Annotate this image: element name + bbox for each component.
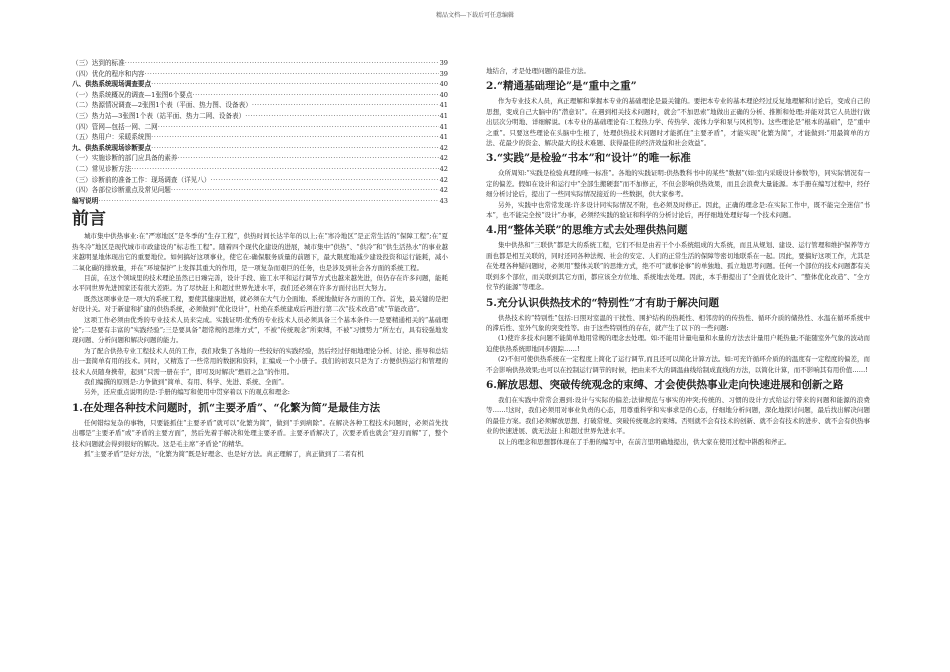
page-header: 精品文档---下载后可任意编辑: [435, 12, 515, 19]
toc-entry[interactable]: [72, 143, 448, 154]
preface-title: 前言: [72, 209, 106, 230]
toc-entry[interactable]: [72, 58, 448, 69]
toc-entry-text: （四）各部位诊断重点及常见问题: [72, 186, 171, 195]
toc-entry-page: 40: [439, 80, 448, 89]
section-heading-3: 3.“实践”是检验“书本”和“设计”的唯一标准: [486, 152, 691, 165]
toc-entry[interactable]: [72, 164, 448, 175]
section-1-paragraph-2: 抓“主要矛盾”是好方法，“化繁为简”既是好理念、也是好方法。真正理解了，真正做到了二者有机: [84, 450, 364, 459]
section-heading-4: 4.用“整体关联”的思维方式去处理供热问题: [486, 224, 688, 237]
toc-entry[interactable]: [72, 153, 448, 164]
toc-entry-text: （一）实施诊断的部门应具备的素养: [72, 154, 178, 163]
section-6-paragraph-1: 我们在实践中常常会遇到:设计与实际的偏差;法律规范与事实的冲突;传统的、习惯的设计方式给运行带来的问题和能源的浪费等……!这时，我们必须用对事业负责的心态，用尊重科学和实事求是的心态，仔细地分析问题，深化地探讨问题，最后找出解决问题的最佳方案。我们必须解放思想、打破常规、突破传统观念的束缚。否则就不会有技术的创新、就不会有技术的进步、就不会有供热事业的快速进展、就无法赶上和超过世界先进水平。: [486, 395, 870, 436]
section-5-paragraph-1: 供热技术的“特别性”包括:日照对室温的干扰性、围护结构的热耗性、相邻房的的传热性、循环介质的储热性、水温在循环系统中的滞后性、室外气象的突变性等。由于这些特别性的存在，就产生了以下的一些问题:: [486, 313, 870, 332]
section-heading-2: 2.“精通基础理论”是“重中之重”: [486, 80, 637, 93]
toc-entry-page: 42: [439, 175, 448, 184]
toc-leader-dots: [125, 58, 439, 69]
section-5-item-2: (2)不但可使供热系统在一定程度上简化了运行调节,而且还可以简化计算方法。如:可充许循环介质的的温度有一定程度的偏差，而不会影响供热效果;也可以在控制运行调节的时候，把由来不大的调温曲线给制成直线的方法，以简化计算，而不影响其有用价值……!: [486, 355, 870, 374]
section-3-paragraph-1: 众所周知:“实践是检验真理的唯一标准”。各地的实践证明:供热教科书中的某些“数据”(如:室内采暖设计参数等)，同实际情况有一定的偏差。假如在设计和运行中“全部生搬硬套”而不加修正，不但会影响供热效果，而且会浪费大量能源。本手册在编写过程中，经仔细分析讨论后，提出了一些同实际情况接近的一些数据，供大家参考。: [486, 169, 870, 199]
toc-entry-text: （二）热源情况调查—2张图1个表（平面、热力图、设备表）: [72, 101, 252, 110]
left-column: [72, 58, 448, 459]
toc-leader-dots: [151, 79, 438, 90]
toc-leader-dots: [210, 175, 438, 186]
toc-entry-text: 九、供热系统现场诊断要点: [72, 143, 152, 152]
toc-leader-dots: [98, 196, 438, 207]
section-heading-5: 5.充分认识供热技术的“特别性”才有助于解决问题: [486, 296, 720, 309]
toc-entry-text: （二）常见诊断方法: [72, 164, 132, 173]
table-of-contents: [72, 58, 448, 206]
section-3-paragraph-2: 另外，实践中也常常发现:许多设计同实际情况不附，也必须及时修正。因此，正确的理念是:在实际工作中，既不能完全迷信“书本”，也不能完全按“设计”办事，必须经实践的验证和科学的分析讨论后，再仔细地处理好每一个技术问题。: [486, 200, 870, 220]
preface-paragraph-2: 目前，在这个领域里的技术理论虽然已日臻完善，设计手段、施工水平和运行调节方式也越来越先进，但仍存在许多问题，能耗水平同世界先进国家还有很大差距。为了尽快赶上和超过世界先进水平，我们还必须在许多方面付出巨大努力。: [72, 273, 448, 293]
section-6-paragraph-2: 以上的理念和思想都体现在了手册的编写中，在前言里明确地提出，供大家在使用过程中斟酌和斧正。: [498, 437, 791, 446]
toc-entry[interactable]: [72, 132, 448, 143]
section-heading-6: 6.解放思想、突破传统观念的束缚、才会使供热事业走向快速进展和创新之路: [486, 378, 844, 391]
toc-entry-text: （四）优化的程序和内容: [72, 69, 145, 78]
toc-entry-page: 41: [439, 133, 448, 142]
toc-entry-page: 41: [439, 122, 448, 131]
toc-entry-text: （五）热用户：采暖系统图: [72, 133, 152, 142]
toc-entry-text: （四）管网—包括一网、二网: [72, 122, 158, 131]
toc-leader-dots: [245, 111, 438, 122]
toc-leader-dots: [252, 100, 439, 111]
section-4-paragraph: 集中供热和“三联供”都是大的系统工程，它们不但是由若干个小系统组成的大系统，而且从规划、建设、运行管理和维护保养等方面也都是相互关联的，同时还同各种法规、社会的安定、人们的正常生活的保障等密切地联系在一起。因此，要搞好这项工作，尤其是在处理各种疑问题时，必须用“整体关联”的思维方式，绝不可“就事论事”的单独地、孤立地思考问题。任何一个部位的技术问题都有关联到多个部位，而关联到其它方面，都应该全方位地、系统地去处理。因此，本手册提出了“全面优化设计”、“整体优化改造”、“全方位节约能源”等理念。: [486, 241, 870, 292]
toc-entry[interactable]: [72, 79, 448, 90]
toc-entry-text: （一）热系统概况的调查—1张图6个要点: [72, 90, 193, 99]
toc-entry[interactable]: [72, 122, 448, 133]
continued-paragraph: 地结合，才是处理问题的最佳方法。: [486, 67, 590, 75]
toc-entry[interactable]: [72, 90, 448, 101]
toc-entry-page: 42: [439, 154, 448, 163]
toc-entry[interactable]: [72, 69, 448, 80]
toc-leader-dots: [171, 185, 439, 196]
toc-entry-page: 43: [439, 196, 448, 205]
preface-paragraph-1: 城市集中供热事业:在“严寒地区”是冬季的“生存工程”，供热时间长达半年的以上;在“寒冷地区”是正常生活的“保障工程”;在“夏热冬冷”地区是现代城市市政建设的“标志性工程”。随着四个现代化建设的进展，城市集中“供热”、“供冷”和“供生活热水”的事业越来越明显地体现出它的重要地位。如何搞好这项事业，使它在:确保服务质量的前题下，最大限度地减少建设投资和运行能耗，减小二氧化碳的排放量，并在“环境保护”上发挥其重大的作用，是一项复杂而艰巨的任务，也是涉及到社会各方面的系统工程。: [72, 232, 448, 272]
toc-entry[interactable]: [72, 196, 448, 207]
section-heading-1: 1.在处理各种技术问题时，抓“主要矛盾”、“化繁为简”是最佳方法: [72, 401, 381, 414]
toc-entry-text: （三）热力站—3张图1个表（站平面、热力二网、设备表）: [72, 111, 246, 120]
preface-paragraph-4: 这项工作必须由优秀的专业技术人员来完成。实践证明:优秀的专业技术人员必须具备三个基本条件:一是要精通相关的“基础理论”;二是要有丰富的“实践经验”;三是要具备“超常规的思维方式”，不被“传统观念”所束缚，不被“习惯势力”所左右，具有较强地发现问题、分析问题和解决问题的能力。: [72, 315, 448, 345]
toc-leader-dots: [178, 153, 439, 164]
toc-leader-dots: [158, 122, 439, 133]
toc-leader-dots: [151, 143, 438, 154]
section-5-item-1: (1)使许多技术问题不能简单地用常规的理念去处理。如:不能用计量电量和水量的方法去计量用户耗热量;不能随室外气象的波动而迫使供热系统即地同步跟踪……!: [486, 334, 870, 353]
toc-entry-text: 八、供热系统现场调查要点: [72, 80, 152, 89]
toc-entry[interactable]: [72, 111, 448, 122]
toc-entry-text: 编写说明: [72, 196, 99, 205]
right-column: [486, 66, 870, 447]
preface-paragraph-6: 我们编撰的原则是:力争做到“简单、有用、科学、先进、系统、全面”。: [84, 378, 288, 386]
toc-entry[interactable]: [72, 185, 448, 196]
toc-entry[interactable]: [72, 100, 448, 111]
toc-leader-dots: [192, 90, 438, 101]
toc-leader-dots: [145, 69, 439, 80]
toc-entry-page: 39: [439, 59, 448, 67]
toc-entry-page: 42: [439, 186, 448, 195]
toc-leader-dots: [151, 132, 438, 143]
toc-entry-page: 40: [439, 90, 448, 99]
toc-entry-text: （三）达到的标准: [72, 59, 125, 67]
toc-entry[interactable]: [72, 175, 448, 186]
preface-paragraph-3: 既然这项事业是一项大的系统工程，要使其健康进展，就必须在大气力全面地、系统地做好各方面的工作。首先，最关键的是把好设计关。对于新建和扩建的供热系统，必须做到“优化设计”，杜绝在系统建成后再进行第二次“技术改造”或“节能改造”。: [72, 294, 448, 314]
toc-entry-text: （三）诊断前的准备工作：现场调查（详见八）: [72, 175, 211, 184]
toc-entry-page: 42: [439, 164, 448, 173]
preface-paragraph-7: 另外，还应重点说明的是:手册的编写和使用中贯穿着以下的观点和理念:: [84, 388, 290, 397]
section-1-paragraph-1: 任何错综复杂的事物，只要能抓住“主要矛盾”就可以“化繁为简”，做到“手到病除”。在解决各种工程技术问题时，必须首先找出哪是“主要矛盾”或“矛盾的主要方面”，然后先着手解决和处理主要矛盾。主要矛盾解决了，次要矛盾也就会“迎刃而解”了，整个技术问题就会得到很好的解决。这是毛主席“矛盾论”的精华。: [72, 418, 448, 448]
preface-paragraph-5: 为了配合供热专业工程技术人员的工作，我们收集了各地的一些较好的实践经验，然后经过仔细地理论分析、讨论、推导和总结出一套简单有用的技术。同时，又精选了一些常用的数据和资料，汇编成一个小册子。我们的初衷只是为了:方便供热运行和管理的技术人员随身携带，起到“只需一册在手”，即可及时解决“燃眉之急”的作用。: [72, 346, 448, 376]
toc-leader-dots: [131, 164, 438, 175]
toc-entry-page: 42: [439, 143, 448, 152]
toc-entry-page: 41: [439, 101, 448, 110]
toc-entry-page: 39: [439, 69, 448, 78]
section-2-paragraph: 作为专业技术人员，真正理解和掌握本专业的基础理论是最关键的。要把本专业的基本理论经过反复地理解和讨论后，变成自己的思想，变成自己大脑中的“潜意识”。在遇到相关技术问题时，就会“不加思索”地做出正确的分析、推断和处理;并能对其它人员进行做出层次分明地、详细解说。(本专业的基础理论有:工程热力学、传热学、流体力学和泵与风机等)。这些理论是“根本的基础”，是“重中之重”。只要这些理论在头脑中生根了，处理供热技术问题时才能抓住“主要矛盾”，才能实现“化繁为简”，才能做到:“用最简单的方法、花最少的资金、解决最大的技术难题、获得最佳的经济效益和社会效益”。: [486, 97, 870, 148]
toc-entry-page: 41: [439, 111, 448, 120]
